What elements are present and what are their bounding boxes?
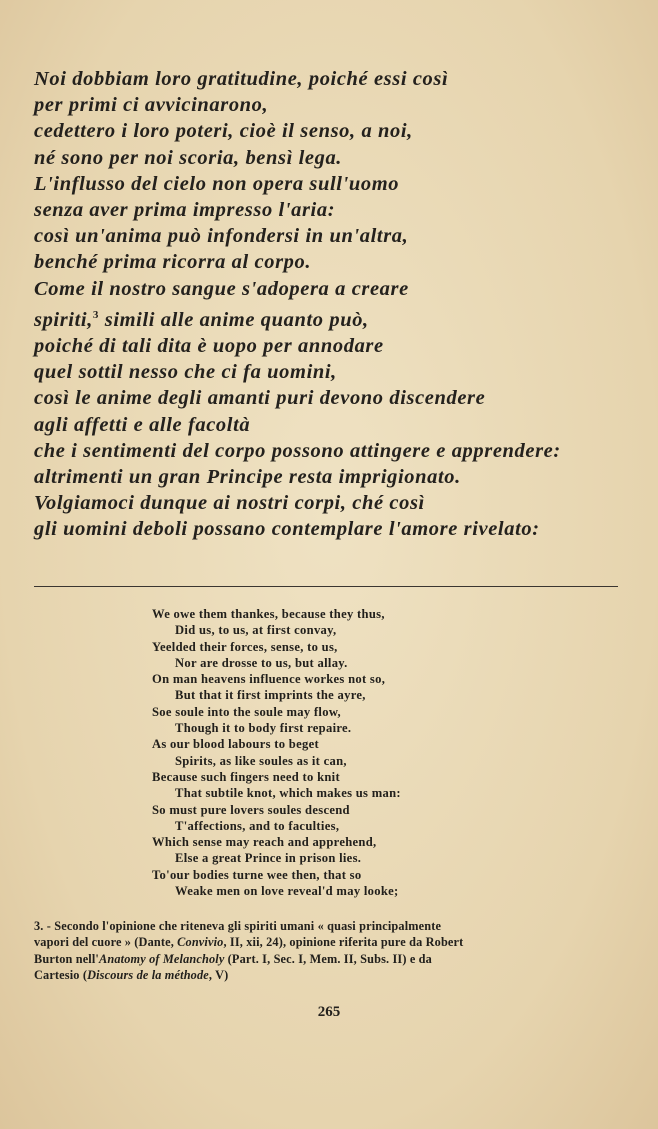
italian-line: Volgiamoci dunque ai nostri corpi, ché così [34,492,425,515]
english-line: Weake men on love reveal'd may looke; [175,884,399,899]
italian-line-text: spiriti, [34,308,93,331]
italian-line: Come il nostro sangue s'adopera a creare [34,277,409,300]
english-line: As our blood labours to beget [152,737,319,752]
footnote-line [34,934,624,950]
italian-line: così un'anima può infondersi in un'altra, [34,225,409,248]
english-line: Yeelded their forces, sense, to us, [152,639,338,654]
footnote-marker[interactable]: 3 [92,308,100,321]
english-line: T'affections, and to faculties, [175,818,340,833]
english-line: So must pure lovers soules descend [152,802,350,817]
footnote-title: Discours de la méthode [87,967,209,982]
english-line: Because such fingers need to knit [152,769,340,784]
section-divider [34,586,618,587]
footnote-line [34,918,624,934]
footnote-title: Anatomy of Melancholy [99,951,225,966]
english-line: We owe them thankes, because they thus, [152,607,385,621]
english-original-poem [152,606,492,899]
italian-line: così le anime degli amanti puri devono discendere [34,387,486,410]
italian-line-text: simili alle anime quanto può, [99,308,369,331]
italian-line [34,302,634,333]
english-line: Which sense may reach and apprehend, [152,835,377,850]
english-line: But that it first imprints the ayre, [175,688,366,703]
footnote-text: Cartesio ( [34,967,88,982]
italian-line: senza aver prima impresso l'aria: [34,199,336,222]
footnote-title: Convivio [177,935,224,950]
italian-line: Noi dobbiam loro gratitudine, poiché essi così [34,68,449,90]
english-line: Though it to body first repaire. [175,721,352,736]
italian-line: né sono per noi scoria, bensì lega. [34,146,343,169]
italian-line: che i sentimenti del corpo possono attingere e apprendere: [34,439,561,462]
italian-line: gli uomini deboli possano contemplare l'amore rivelato: [34,518,540,541]
page-number: 265 [317,1004,341,1020]
italian-translation [34,66,634,543]
italian-line: agli affetti e alle facoltà [34,413,251,436]
english-line: Else a great Prince in prison lies. [175,851,362,866]
footnote-text: , V) [208,967,229,982]
footnote-text: (Part. I, Sec. I, Mem. II, Subs. II) e da [224,951,432,966]
english-line: Did us, to us, at first convay, [175,623,337,638]
english-line: On man heavens influence workes not so, [152,672,386,687]
footnote-line [34,967,624,983]
footnote-text: 3. - Secondo l'opinione che riteneva gli spiriti umani « quasi principalmente [34,919,442,933]
english-line: Spirits, as like soules as it can, [175,753,347,768]
footnote-text: , II, xii, 24), opinione riferita pure da Robert [223,935,464,950]
footnote [34,918,624,983]
english-line: Nor are drosse to us, but allay. [175,655,348,670]
english-line: Soe soule into the soule may flow, [152,704,341,719]
english-line: To'our bodies turne wee then, that so [152,867,362,882]
italian-line: per primi ci avvicinarono, [34,94,269,117]
italian-line: L'influsso del cielo non opera sull'uomo [34,172,400,195]
italian-line: poiché di tali dita è uopo per annodare [34,335,384,358]
footnote-line [34,951,624,967]
italian-line: altrimenti un gran Principe resta imprigionato. [34,466,461,489]
italian-line: quel sottil nesso che ci fa uomini, [34,361,337,384]
english-line: That subtile knot, which makes us man: [175,786,401,801]
italian-line: benché prima ricorra al corpo. [34,251,312,274]
footnote-text: Burton nell' [34,951,100,966]
italian-line: cedettero i loro poteri, cioè il senso, a noi, [34,120,413,143]
footnote-text: vapori del cuore » (Dante, [34,935,178,950]
